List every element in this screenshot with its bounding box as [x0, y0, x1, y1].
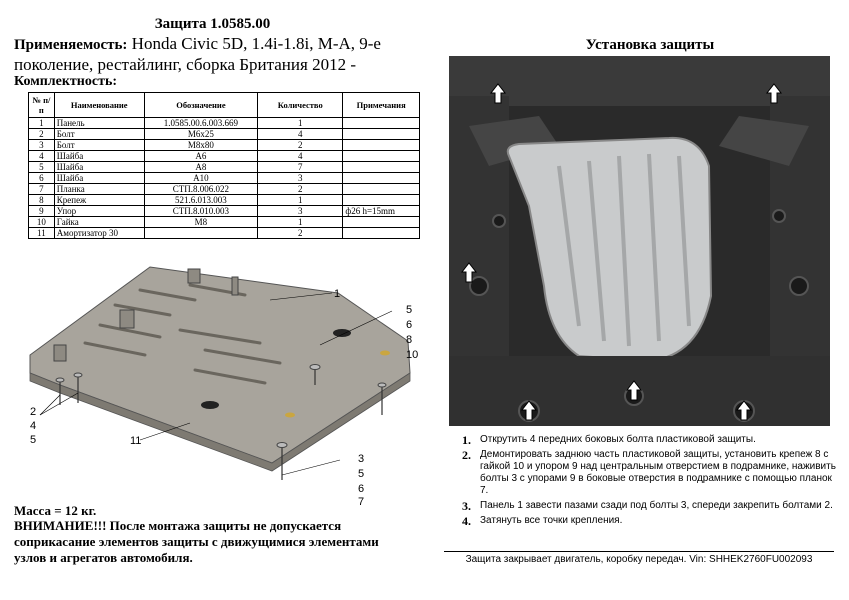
table-cell: 7: [258, 162, 343, 173]
table-row: [29, 173, 420, 184]
table-cell: Панель: [54, 118, 144, 129]
bracket: [188, 269, 200, 283]
table-cell: 2: [258, 184, 343, 195]
callout-6: 6: [406, 319, 413, 331]
step-text: Панель 1 завести пазами сзади под болты 3, спереди закрепить болтами 2.: [480, 500, 833, 511]
col-header-number: № п/п: [29, 93, 55, 118]
table-cell: Шайба: [54, 162, 144, 173]
install-title: Установка защиты: [585, 37, 715, 53]
table-cell: А8: [144, 162, 257, 173]
callout-3: 3: [358, 453, 365, 465]
panel-hole: [333, 329, 351, 337]
table-cell: [343, 129, 420, 140]
footer-note: Защита закрывает двигатель, коробку передач. Vin: SHHEK2760FU002093: [465, 554, 813, 565]
table-cell: ф26 h=15mm: [343, 206, 420, 217]
table-cell: 1: [29, 118, 55, 129]
panel-hole: [201, 401, 219, 409]
callout-8: 8: [406, 334, 413, 346]
table-cell: М8: [144, 217, 257, 228]
step-number: 4.: [462, 514, 471, 528]
table-row: [29, 206, 420, 217]
table-cell: [343, 162, 420, 173]
col-header-notes: Примечания: [343, 93, 420, 118]
table-cell: [343, 195, 420, 206]
panel-hole: [380, 351, 390, 356]
parts-table: [28, 92, 420, 239]
step-2: [462, 449, 842, 497]
document-title: Защита 1.0585.00: [154, 16, 271, 32]
callout-10: 10: [406, 349, 419, 361]
table-cell: Планка: [54, 184, 144, 195]
callout-5c: 5: [358, 468, 365, 480]
table-cell: 1: [258, 118, 343, 129]
table-row: [29, 228, 420, 239]
table-cell: 10: [29, 217, 55, 228]
table-header-row: [29, 93, 420, 118]
bracket: [54, 345, 66, 361]
table-cell: [343, 173, 420, 184]
table-cell: 11: [29, 228, 55, 239]
table-cell: М8х80: [144, 140, 257, 151]
table-cell: 1.0585.00.6.003.669: [144, 118, 257, 129]
table-cell: [343, 217, 420, 228]
table-cell: [343, 118, 420, 129]
table-row: [29, 195, 420, 206]
table-cell: 521.6.013.003: [144, 195, 257, 206]
table-cell: Упор: [54, 206, 144, 217]
table-cell: 2: [29, 129, 55, 140]
installation-photo: [449, 56, 830, 426]
table-row: [29, 217, 420, 228]
applicability-label: Применяемость:: [14, 37, 128, 53]
table-cell: 3: [258, 206, 343, 217]
table-cell: Болт: [54, 129, 144, 140]
table-cell: [343, 228, 420, 239]
table-cell: 9: [29, 206, 55, 217]
table-cell: [144, 228, 257, 239]
assembly-drawing: [20, 255, 420, 505]
table-cell: [343, 140, 420, 151]
table-cell: 8: [29, 195, 55, 206]
table-cell: Гайка: [54, 217, 144, 228]
footer-divider: [444, 551, 834, 552]
callout-5b: 5: [30, 434, 37, 446]
applicability-text: Honda Civic 5D, 1.4i-1.8i, M-A, 9-е поколение, рестайлинг, сборка Британия 2012 -: [14, 34, 381, 74]
step-4: [462, 515, 842, 527]
step-number: 3.: [462, 499, 471, 513]
step-number: 1.: [462, 433, 471, 447]
table-cell: 2: [258, 228, 343, 239]
table-cell: СТП.8.006.022: [144, 184, 257, 195]
panel-hole: [285, 413, 295, 418]
col-header-designation: Обозначение: [144, 93, 257, 118]
step-text: Открутить 4 передних боковых болта пластиковой защиты.: [480, 434, 756, 445]
table-cell: А10: [144, 173, 257, 184]
table-cell: 1: [258, 217, 343, 228]
table-cell: 4: [258, 151, 343, 162]
col-header-name: Наименование: [54, 93, 144, 118]
table-cell: 1: [258, 195, 343, 206]
table-row: [29, 184, 420, 195]
table-cell: Шайба: [54, 173, 144, 184]
table-cell: СТП.8.010.003: [144, 206, 257, 217]
table-row: [29, 118, 420, 129]
step-1: [462, 434, 842, 446]
callout-7: 7: [358, 496, 365, 505]
col-header-quantity: Количество: [258, 93, 343, 118]
applicability: [14, 34, 424, 75]
table-cell: 4: [258, 129, 343, 140]
step-text: Демонтировать заднюю часть пластиковой защиты, установить крепеж 8 с гайкой 10 и упором 9 над центральным отверстием в подрамнике, наживить болты 3 с упорами 9 в боковые отверстия в подрамнике с помощью планок 7.: [480, 449, 836, 496]
table-cell: М6х25: [144, 129, 257, 140]
table-cell: Болт: [54, 140, 144, 151]
table-cell: 3: [29, 140, 55, 151]
step-text: Затянуть все точки крепления.: [480, 515, 623, 526]
callout-1: 1: [334, 288, 341, 300]
step-number: 2.: [462, 448, 471, 462]
table-cell: Амортизатор 30: [54, 228, 144, 239]
bracket: [120, 310, 134, 328]
callout-11: 11: [130, 435, 142, 447]
table-cell: 4: [29, 151, 55, 162]
bracket: [232, 277, 238, 295]
step-3: [462, 500, 842, 512]
install-steps: [462, 434, 842, 530]
table-row: [29, 140, 420, 151]
callout-6b: 6: [358, 483, 365, 495]
table-cell: [343, 184, 420, 195]
mass-label: Масса = 12 кг.: [14, 503, 97, 518]
callout-2: 2: [30, 406, 37, 418]
table-cell: 6: [29, 173, 55, 184]
table-cell: 2: [258, 140, 343, 151]
kit-label: Комплектность:: [14, 74, 118, 89]
table-cell: [343, 151, 420, 162]
table-cell: Шайба: [54, 151, 144, 162]
table-cell: А6: [144, 151, 257, 162]
callout-4: 4: [30, 420, 37, 432]
callout-5: 5: [406, 304, 413, 316]
table-cell: Крепеж: [54, 195, 144, 206]
table-cell: 3: [258, 173, 343, 184]
table-cell: 7: [29, 184, 55, 195]
table-row: [29, 151, 420, 162]
table-cell: 5: [29, 162, 55, 173]
table-row: [29, 129, 420, 140]
warning-text: ВНИМАНИЕ!!! После монтажа защиты не допускается соприкасание элементов защиты с движущимися элементами узлов и агрегатов автомобиля.: [14, 518, 379, 565]
table-row: [29, 162, 420, 173]
